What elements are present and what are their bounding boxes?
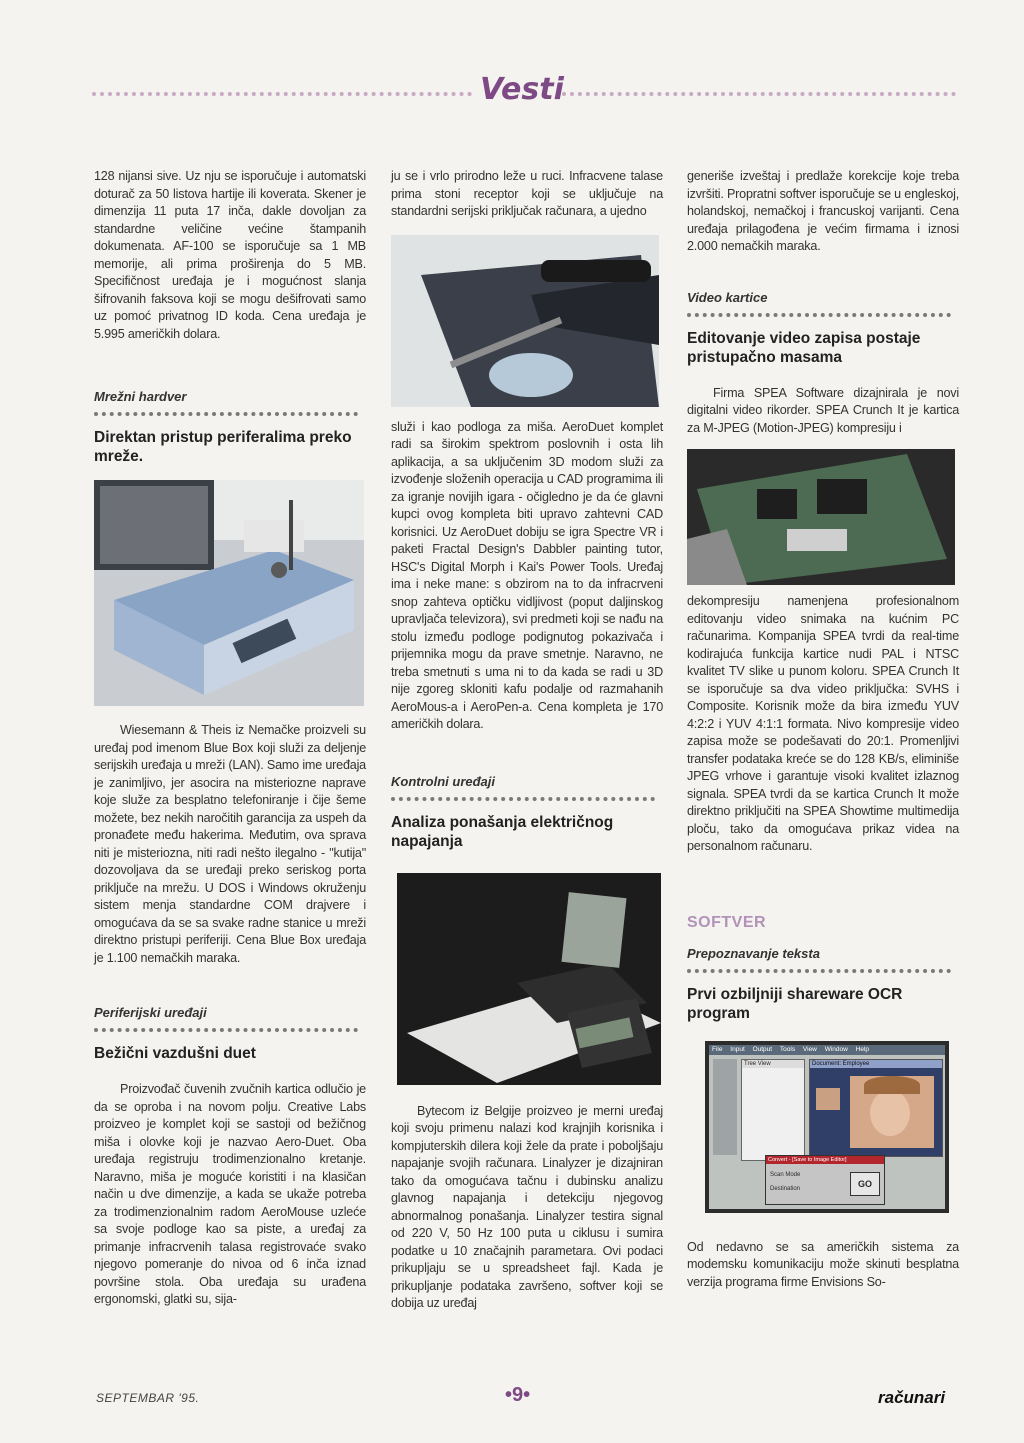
- aeroduet-photo: [391, 235, 659, 407]
- article-headline: Prvi ozbiljniji shareware OCR program: [687, 985, 903, 1022]
- column-2: [391, 168, 663, 1313]
- article-text: Bytecom iz Belgije proizveo je merni uređaj koji svoju primenu nalazi kod krajnjih korisnika i kompjuterskih dilera koji žele da prate i poboljšaju napajanje svojih računara. Linalyzer je dizajniran tako da omogućava tačnu i dubinsku analizu glavnog napajanja i detekciju njegovog abnormalnog ponašanja. Linalyzer testira signal od 220 V, 50 Hz 100 puta u ciklusu i sumira podatke u 10 značajnih parametara. Ovi podaci prikupljaju se u spreadsheet fajl. Kada je prikupljanje podataka završeno, softver koji se dobija uz uređaj: [391, 1103, 663, 1310]
- article-headline: Direktan pristup periferalima preko mreže.: [94, 429, 352, 465]
- page-header: [92, 72, 956, 112]
- thumbnail-photo: [816, 1088, 840, 1110]
- document-window: [809, 1059, 943, 1157]
- section-title: Vesti: [480, 72, 564, 107]
- dotted-rule: [94, 1028, 358, 1036]
- section-periferijski-uredjaji: [94, 1005, 366, 1063]
- menu-item[interactable]: Help: [855, 1045, 870, 1053]
- toolbar: [713, 1059, 737, 1155]
- dotted-rule: [687, 313, 951, 321]
- menu-item[interactable]: File: [712, 1045, 723, 1053]
- section-kicker: Mrežni hardver: [94, 389, 187, 404]
- header-dots-right: [562, 92, 956, 100]
- column-3: [687, 168, 959, 1291]
- article-headline: Editovanje video zapisa postaje pristupačno masama: [687, 329, 921, 366]
- menu-item[interactable]: Output: [752, 1045, 773, 1053]
- article-text: ju se i vrlo prirodno leže u ruci. Infracvene talase prima stoni receptor koji se uključuje na standardni serijski priključak računara, a ujedno: [391, 169, 663, 218]
- tree-panel: [741, 1059, 805, 1161]
- dotted-rule: [391, 797, 655, 805]
- dialog-title: Convert - [Save to Image Editor]: [766, 1156, 884, 1164]
- menu-item[interactable]: Tools: [779, 1045, 796, 1053]
- page-number: •9•: [505, 1384, 531, 1406]
- tree-panel-title: Tree View: [742, 1060, 804, 1068]
- section-mrezni-hardver: [94, 389, 366, 466]
- section-kicker: Video kartice: [687, 289, 768, 305]
- convert-dialog: [765, 1155, 885, 1205]
- article-text: služi i kao podloga za miša. AeroDuet komplet radi sa širokim spektrom poslovnih i osta lih aplikacija, a sa uključenim 3D modom služi za izvođenje složenih operacija u CAD programima ili za igranje novijih igara - očigledno je da će glavni kupci ovog kompleta biti upravo zahtevni CAD korisnici. Uz AeroDuet dobiju se igra Spectre VR i paketi Fractal Design's Dabbler painting tutor, HSC's Digital Morph i Kai's Power Tools. Uređaj ima i neke mane: s obzirom na to da infracrveni snop zahteva optičku vidljivost (poput daljinskog upravljača televizora), svi predmeti koji se nađu na stolu između podloge podignutog pokazivača i prijemnika mogu da prave smetnje. Naravno, ne treba smetnuti s uma ni to da kada se radi u 3D nije zgoreg skloniti kafu podalje od razmahanih AeroMous-a i AeroPen-a. Cena kompleta je 170 američkih dolara.: [391, 419, 663, 731]
- destination-label: Destination: [770, 1185, 801, 1192]
- article-text: Wiesemann & Theis iz Nemačke proizveli su uređaj pod imenom Blue Box koji služi za deljenje serijskih uređaja u mreži (LAN). Samo ime uređaja je zanimljivo, jer asocira na misteriozne naprave koje služe za besplatno telefoniranje i čije šeme možete, bez nekih naročitih garancija za uspeh da pronađete među hakerima. Međutim, ova sprava niti je misteriozna, niti radi nešto ilegalno - "kutija" dozovoljava da se uređaji preko seriskog porta priključe na mrežu. U DOS i Windows okruženju sistem menja standardne COM drajvere i omogućava da se sa svake radne stanice u mreži direktno pristupi periferiji. Cena Blue Box uređaja je 1.100 nemačkih maraka.: [94, 723, 366, 965]
- section-prepoznavanje-teksta: [687, 946, 959, 1023]
- section-kontrolni-uredjaji: [391, 774, 663, 851]
- column-1: [94, 168, 366, 1309]
- dotted-rule: [687, 969, 951, 977]
- app-window: [709, 1045, 945, 1209]
- article-headline: Analiza ponašanja električnog napajanja: [391, 813, 614, 850]
- child-photo: [850, 1076, 934, 1148]
- article-headline: Bežični vazdušni duet: [94, 1045, 256, 1062]
- go-button[interactable]: GO: [850, 1172, 880, 1196]
- article-text: 128 nijansi sive. Uz nju se isporučuje i automatski doturač za 50 listova hartije ili koverata. Skener je dimenzija 11 puta 17 inča, dakle dovoljan za standardne veličine većine štampanih dokumenata. AF-100 se isporučuje sa 1 MB memorije, ali prima proširenja do 5 MB. Specifičnost uređaja je i mogućnost slanja šifrovanih faksova koji se mogu dešifrovati samo uz pomoć privatnog ID koda. Cena uređaja je 5.995 američkih dolara.: [94, 169, 366, 341]
- menu-bar: [709, 1045, 945, 1055]
- spea-crunch-card-photo: [687, 449, 955, 585]
- article-text: Od nedavno se sa američkih sistema za modemsku komunikaciju može skinuti besplatna verzija programa firme Envisions So-: [687, 1239, 959, 1289]
- scan-mode-label: Scan Mode: [770, 1171, 801, 1178]
- header-dots-left: [92, 92, 472, 100]
- section-kicker: Kontrolni uređaji: [391, 773, 495, 789]
- ocr-software-screenshot: [705, 1041, 949, 1213]
- article-text: dekompresiju namenjena profesionalnom editovanju video snimaka na kućnim PC računarima. Kompanija SPEA tvrdi da real-time kodirajuća funkcija kartice nudi PAL i NTSC kvalitet TV slike u punom koloru. SPEA Crunch It se isporučuje sa dva video priključka: SVHS i Composite. Korisnik može da bira između YUV 4:2:2 i YUV 4:1:1 formata. Nivo kompresije video zapisa može se podešavati do 20:1. Promenljivi transfer podataka kreće se do 128 KB/s, eliminiše JPEG vrhove i garantuje visoki kvalitet izlaznog signala. SPEA tvrdi da se kartica Crunch It može direktno priključiti na SPEA Showtime multimedija ploču, tako da omogućava prikaz videa na personalnom računaru.: [687, 594, 959, 853]
- menu-item[interactable]: View: [802, 1045, 817, 1053]
- softver-section-title: SOFTVER: [687, 913, 767, 931]
- document-title: Document: Employee: [810, 1060, 942, 1068]
- blue-box-photo: [94, 480, 364, 706]
- section-video-kartice: [687, 290, 959, 367]
- dotted-rule: [94, 412, 358, 420]
- menu-item[interactable]: Window: [824, 1045, 848, 1053]
- section-kicker: Prepoznavanje teksta: [687, 945, 820, 961]
- linalyzer-photo: [397, 873, 661, 1085]
- section-kicker: Periferijski uređaji: [94, 1005, 207, 1020]
- issue-date: SEPTEMBAR '95.: [96, 1391, 200, 1405]
- article-text: Proizvođač čuvenih zvučnih kartica odlučio je da se oproba i na novom polju. Creative Labs proizveo je komplet koji se sastoji od bežičnog miša i olovke koji je nazvao Aero-Duet. Oba uređaja registruju trodimenzionalno kretanje. Naravno, miša je moguće koristiti i na klasičan način u dve dimenzije, a kada se ukaže potreba za trodimenzionalnim radom AeroMouse uzleće sa svoje podloge kao sa piste, a uređaj za primanje infracrvenih talasa registrovaće svako njegovo pomeranje do nivoa od 6 inča iznad površine stola. Oba uređaja su urađena ergonomski, glatki su, sija-: [94, 1082, 366, 1306]
- magazine-name: računari: [878, 1388, 946, 1407]
- menu-item[interactable]: Input: [730, 1045, 745, 1053]
- article-text: generiše izveštaj i predlaže korekcije koje treba izvršiti. Propratni softver isporučuje se u engleskoj, holandskoj, nemačkoj i francuskoj varijanti. Cena uređaja prilagođena je većim firmama i iznosi 2.000 nemačkih maraka.: [687, 169, 959, 253]
- article-text: Firma SPEA Software dizajnirala je novi digitalni video rikorder. SPEA Crunch It je kartica za M-JPEG (Motion-JPEG) kompresiju i: [687, 385, 959, 435]
